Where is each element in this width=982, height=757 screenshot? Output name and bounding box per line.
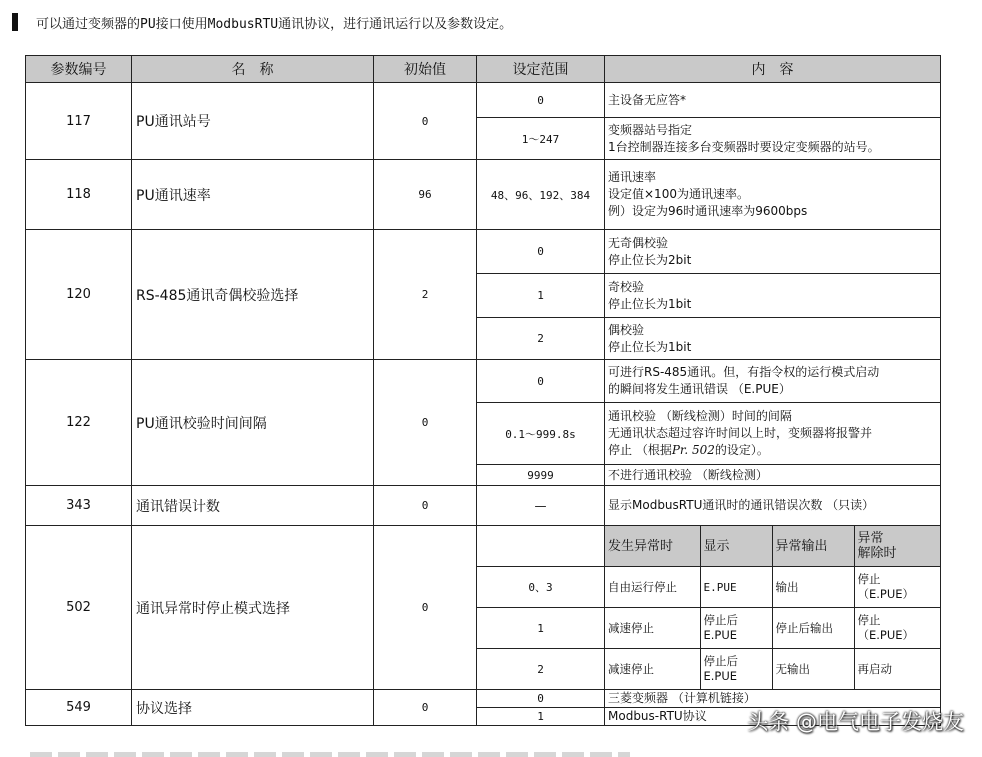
sub-header-display: 显示	[700, 526, 772, 567]
setting-range: 1	[477, 708, 605, 726]
sub-cell-line: 停止	[857, 572, 881, 586]
subtable-row	[605, 567, 940, 608]
setting-range: 2	[477, 649, 605, 690]
setting-range: 0	[477, 690, 605, 708]
sub-cell: 停止后输出	[772, 608, 854, 649]
sub-header-line: 异常	[857, 531, 884, 546]
content-cell	[605, 403, 941, 465]
intro-text: 可以通过变频器的PU接口使用ModbusRTU通讯协议，进行通讯运行以及参数设定。	[36, 16, 513, 32]
setting-range: 0	[477, 230, 605, 274]
setting-range: 0、3	[477, 567, 605, 608]
setting-range: —	[477, 486, 605, 526]
table-row	[26, 230, 941, 274]
content-line: 无奇偶校验	[608, 235, 669, 250]
param-number: 117	[26, 83, 132, 160]
content-line: 通讯校验 （断线检测）时间的间隔	[608, 409, 792, 423]
sub-cell-line: 停止	[857, 613, 881, 627]
setting-range: 1～247	[477, 118, 605, 160]
sub-cell	[854, 567, 940, 608]
stop-mode-subtable-cell	[605, 526, 941, 690]
param-initial: 0	[374, 526, 477, 690]
content-line: 停止位长为1bit	[608, 296, 692, 311]
sub-header-fault-output: 异常输出	[772, 526, 854, 567]
param-name: RS-485通讯奇偶校验选择	[132, 230, 374, 360]
sub-cell	[854, 608, 940, 649]
sub-cell: 再启动	[854, 649, 940, 690]
intro-line	[12, 10, 512, 34]
sub-cell	[700, 649, 772, 690]
param-number: 118	[26, 160, 132, 230]
header-row	[26, 56, 941, 83]
content-cell	[605, 118, 941, 160]
subtable-row	[605, 649, 940, 690]
param-number: 502	[26, 526, 132, 690]
sub-header-line: 解除时	[857, 546, 897, 561]
content-line: 无通讯状态超过容许时间以上时，变频器将报警并	[608, 426, 873, 440]
content-line	[608, 442, 937, 459]
content-cell: 主设备无应答*	[605, 83, 941, 118]
param-number: 120	[26, 230, 132, 360]
sub-cell-line: 停止后	[703, 613, 738, 627]
setting-range: 48、96、192、384	[477, 160, 605, 230]
sub-cell-line: E.PUE	[703, 628, 738, 642]
cropped-text-strip	[30, 752, 630, 757]
subtable-header-row	[605, 526, 940, 567]
content-fragment: 的设定）。	[714, 443, 769, 457]
param-initial: 0	[374, 486, 477, 526]
sub-cell: E.PUE	[700, 567, 772, 608]
content-line: 奇校验	[608, 279, 645, 294]
sub-cell-line: （E.PUE）	[857, 587, 915, 601]
header-name: 名 称	[132, 56, 374, 83]
param-name: 协议选择	[132, 690, 374, 726]
content-line: 可进行RS-485通讯。但，有指令权的运行模式启动	[608, 365, 880, 379]
param-name: PU通讯校验时间间隔	[132, 360, 374, 486]
setting-range: 0	[477, 83, 605, 118]
table-row	[26, 160, 941, 230]
content-line: 偶校验	[608, 322, 645, 337]
param-name: 通讯异常时停止模式选择	[132, 526, 374, 690]
setting-range-blank	[477, 526, 605, 567]
content-cell	[605, 274, 941, 318]
content-line: 通讯速率	[608, 170, 657, 184]
setting-range: 1	[477, 608, 605, 649]
watermark: 头条 @电气电子发烧友	[747, 710, 964, 734]
setting-range: 1	[477, 274, 605, 318]
header-range: 设定范围	[477, 56, 605, 83]
content-line: 停止位长为1bit	[608, 339, 692, 354]
param-initial: 2	[374, 230, 477, 360]
sub-header-reset	[854, 526, 940, 567]
content-cell: 不进行通讯校验 （断线检测）	[605, 465, 941, 486]
content-line: 例）设定为96时通讯速率为9600bps	[608, 204, 808, 218]
table-row	[26, 486, 941, 526]
content-cell	[605, 160, 941, 230]
bullet-bar	[12, 13, 18, 31]
param-name: PU通讯速率	[132, 160, 374, 230]
setting-range: 0	[477, 360, 605, 403]
setting-range: 9999	[477, 465, 605, 486]
sub-cell-line: 停止后	[703, 654, 738, 668]
param-number: 343	[26, 486, 132, 526]
sub-header-fault: 发生异常时	[605, 526, 700, 567]
table-row	[26, 526, 941, 567]
content-line: 变频器站号指定	[608, 122, 693, 137]
content-cell: 三菱变频器 （计算机链接）	[605, 690, 941, 708]
content-fragment: 停止 （根据	[608, 443, 672, 457]
subtable-row	[605, 608, 940, 649]
sub-cell: 减速停止	[605, 649, 700, 690]
content-line: 1台控制器连接多台变频器时要设定变频器的站号。	[608, 139, 880, 154]
content-cell	[605, 230, 941, 274]
param-initial: 96	[374, 160, 477, 230]
table-row	[26, 690, 941, 708]
param-initial: 0	[374, 690, 477, 726]
param-initial: 0	[374, 83, 477, 160]
sub-cell: 无输出	[772, 649, 854, 690]
content-line: 的瞬间将发生通讯错误 （E.PUE）	[608, 382, 791, 396]
sub-cell: 自由运行停止	[605, 567, 700, 608]
param-number: 549	[26, 690, 132, 726]
setting-range: 0.1～999.8s	[477, 403, 605, 465]
content-line: 设定值×100为通讯速率。	[608, 187, 749, 201]
stop-mode-subtable	[605, 526, 940, 689]
table-row	[26, 360, 941, 403]
content-cell: Modbus-RTU协议	[605, 708, 941, 726]
header-param-no: 参数编号	[26, 56, 132, 83]
sub-cell-line: （E.PUE）	[857, 628, 915, 642]
sub-cell: 减速停止	[605, 608, 700, 649]
setting-range: 2	[477, 318, 605, 360]
param-number: 122	[26, 360, 132, 486]
content-cell	[605, 360, 941, 403]
param-name: 通讯错误计数	[132, 486, 374, 526]
sub-cell-line: E.PUE	[703, 669, 738, 683]
param-initial: 0	[374, 360, 477, 486]
table-row	[26, 83, 941, 118]
param-reference: Pr. 502	[671, 443, 715, 457]
parameter-table	[25, 55, 941, 726]
content-cell: 显示ModbusRTU通讯时的通讯错误次数 （只读）	[605, 486, 941, 526]
sub-cell	[700, 608, 772, 649]
header-initial: 初始值	[374, 56, 477, 83]
header-content: 内 容	[605, 56, 941, 83]
sub-cell: 输出	[772, 567, 854, 608]
content-line: 停止位长为2bit	[608, 252, 692, 267]
content-cell	[605, 318, 941, 360]
param-name: PU通讯站号	[132, 83, 374, 160]
